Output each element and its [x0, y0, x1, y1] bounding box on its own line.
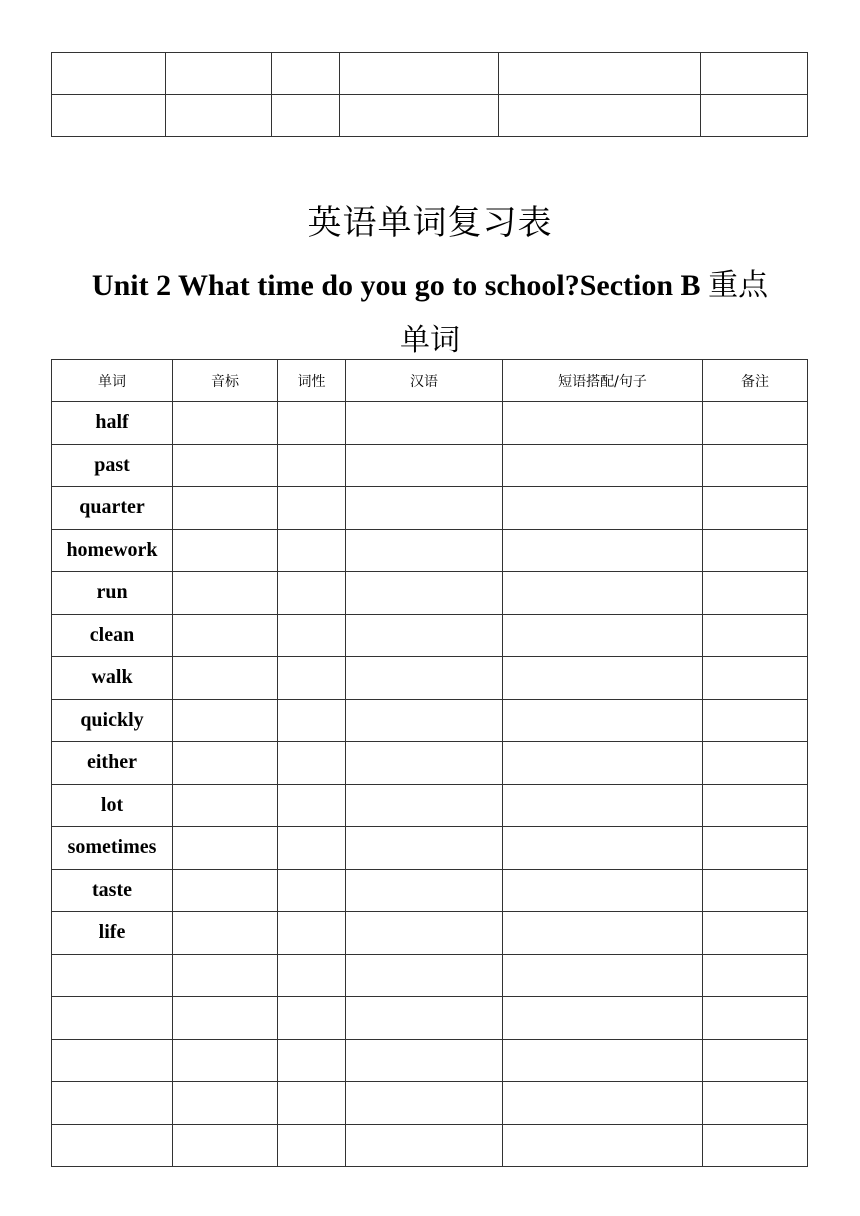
word-cell: walk: [52, 657, 173, 700]
word-cell: sometimes: [52, 827, 173, 870]
blank-cell: [503, 529, 703, 572]
word-cell: quickly: [52, 699, 173, 742]
blank-cell: [503, 572, 703, 615]
blank-cell: [173, 1124, 278, 1167]
blank-cell: [503, 997, 703, 1040]
table-row: [52, 699, 808, 742]
blank-cell: [703, 529, 808, 572]
blank-cell: [703, 572, 808, 615]
table-row: [52, 1082, 808, 1125]
blank-cell: [346, 444, 503, 487]
blank-cell: [278, 827, 346, 870]
table-row: [52, 614, 808, 657]
blank-cell: [346, 954, 503, 997]
table-row: [52, 1124, 808, 1167]
blank-cell: [278, 742, 346, 785]
blank-cell: [346, 742, 503, 785]
blank-cell: [703, 614, 808, 657]
header-word: 单词: [52, 360, 173, 402]
blank-cell: [346, 784, 503, 827]
word-cell: taste: [52, 869, 173, 912]
blank-cell: [173, 614, 278, 657]
blank-cell: [703, 1082, 808, 1125]
word-cell: [52, 1039, 173, 1082]
word-cell: homework: [52, 529, 173, 572]
blank-cell: [703, 402, 808, 445]
blank-cell: [346, 869, 503, 912]
blank-cell: [346, 1124, 503, 1167]
blank-cell: [278, 529, 346, 572]
blank-cell: [173, 444, 278, 487]
word-cell: either: [52, 742, 173, 785]
top-table-cell: [52, 53, 166, 95]
blank-cell: [278, 699, 346, 742]
blank-cell: [703, 997, 808, 1040]
blank-cell: [173, 912, 278, 955]
blank-cell: [173, 784, 278, 827]
table-row: [52, 657, 808, 700]
table-row: [52, 402, 808, 445]
unit-subtitle-english: Unit 2 What time do you go to school?Section B: [91, 269, 701, 302]
table-row: [52, 487, 808, 530]
blank-cell: [346, 827, 503, 870]
blank-cell: [703, 954, 808, 997]
blank-cell: [346, 1082, 503, 1125]
blank-cell: [703, 444, 808, 487]
blank-cell: [346, 572, 503, 615]
blank-cell: [278, 444, 346, 487]
blank-cell: [703, 912, 808, 955]
blank-cell: [278, 912, 346, 955]
table-row: [52, 572, 808, 615]
page-title: 英语单词复习表: [307, 203, 553, 243]
table-row: [52, 827, 808, 870]
blank-cell: [173, 742, 278, 785]
blank-cell: [346, 614, 503, 657]
top-table-cell: [166, 53, 272, 95]
word-cell: past: [52, 444, 173, 487]
blank-cell: [346, 912, 503, 955]
blank-cell: [278, 1039, 346, 1082]
word-cell: [52, 1082, 173, 1125]
table-row: [52, 954, 808, 997]
blank-cell: [278, 487, 346, 530]
blank-cell: [703, 487, 808, 530]
blank-cell: [503, 827, 703, 870]
header-phrases-sentences: 短语搭配/句子: [503, 360, 703, 402]
word-cell: [52, 997, 173, 1040]
blank-cell: [503, 954, 703, 997]
unit-subtitle: [0, 260, 860, 304]
header-phonetic: 音标: [173, 360, 278, 402]
blank-cell: [703, 699, 808, 742]
top-table-row: [52, 53, 808, 95]
blank-cell: [503, 742, 703, 785]
word-cell: [52, 1124, 173, 1167]
top-blank-table: [51, 52, 808, 137]
top-table-row: [52, 95, 808, 137]
table-row: [52, 444, 808, 487]
blank-cell: [278, 402, 346, 445]
blank-cell: [278, 869, 346, 912]
blank-cell: [503, 657, 703, 700]
top-table-cell: [52, 95, 166, 137]
blank-cell: [346, 402, 503, 445]
top-table-cell: [166, 95, 272, 137]
blank-cell: [503, 614, 703, 657]
table-row: [52, 529, 808, 572]
word-cell: run: [52, 572, 173, 615]
blank-cell: [346, 997, 503, 1040]
blank-cell: [503, 912, 703, 955]
blank-cell: [278, 997, 346, 1040]
table-row: [52, 912, 808, 955]
blank-cell: [173, 869, 278, 912]
blank-cell: [173, 1039, 278, 1082]
blank-cell: [703, 827, 808, 870]
top-table-cell: [499, 53, 701, 95]
blank-cell: [173, 954, 278, 997]
header-chinese: 汉语: [346, 360, 503, 402]
blank-cell: [703, 784, 808, 827]
blank-cell: [278, 614, 346, 657]
table-row: [52, 997, 808, 1040]
word-cell: lot: [52, 784, 173, 827]
top-table-cell: [701, 53, 808, 95]
blank-cell: [346, 1039, 503, 1082]
blank-cell: [173, 529, 278, 572]
table-row: [52, 784, 808, 827]
blank-cell: [173, 402, 278, 445]
word-cell: quarter: [52, 487, 173, 530]
blank-cell: [503, 444, 703, 487]
word-cell: clean: [52, 614, 173, 657]
table-row: [52, 1039, 808, 1082]
blank-cell: [503, 699, 703, 742]
top-table-cell: [340, 53, 499, 95]
blank-cell: [278, 784, 346, 827]
blank-cell: [173, 487, 278, 530]
blank-cell: [346, 487, 503, 530]
table-header-row: [52, 360, 808, 402]
blank-cell: [503, 402, 703, 445]
word-cell: [52, 954, 173, 997]
blank-cell: [173, 572, 278, 615]
blank-cell: [173, 699, 278, 742]
blank-cell: [173, 1082, 278, 1125]
blank-cell: [503, 784, 703, 827]
blank-cell: [278, 954, 346, 997]
unit-subtitle-chinese-part2: 单词: [400, 324, 460, 357]
blank-cell: [703, 657, 808, 700]
blank-cell: [173, 657, 278, 700]
blank-cell: [503, 1082, 703, 1125]
header-notes: 备注: [703, 360, 808, 402]
blank-cell: [703, 1039, 808, 1082]
table-row: [52, 869, 808, 912]
top-table-cell: [499, 95, 701, 137]
blank-cell: [503, 1039, 703, 1082]
blank-cell: [278, 657, 346, 700]
top-table-cell: [340, 95, 499, 137]
blank-cell: [346, 699, 503, 742]
top-table-cell: [272, 53, 340, 95]
blank-cell: [278, 572, 346, 615]
blank-cell: [173, 997, 278, 1040]
blank-cell: [278, 1124, 346, 1167]
blank-cell: [278, 1082, 346, 1125]
word-cell: half: [52, 402, 173, 445]
blank-cell: [703, 742, 808, 785]
blank-cell: [173, 827, 278, 870]
blank-cell: [503, 1124, 703, 1167]
vocabulary-table: [51, 359, 808, 1167]
table-row: [52, 742, 808, 785]
word-cell: life: [52, 912, 173, 955]
blank-cell: [503, 487, 703, 530]
blank-cell: [703, 869, 808, 912]
top-table-cell: [701, 95, 808, 137]
blank-cell: [503, 869, 703, 912]
unit-subtitle-chinese-part1: 重点: [708, 269, 769, 302]
blank-cell: [346, 657, 503, 700]
blank-cell: [703, 1124, 808, 1167]
header-part-of-speech: 词性: [278, 360, 346, 402]
top-table-cell: [272, 95, 340, 137]
blank-cell: [346, 529, 503, 572]
